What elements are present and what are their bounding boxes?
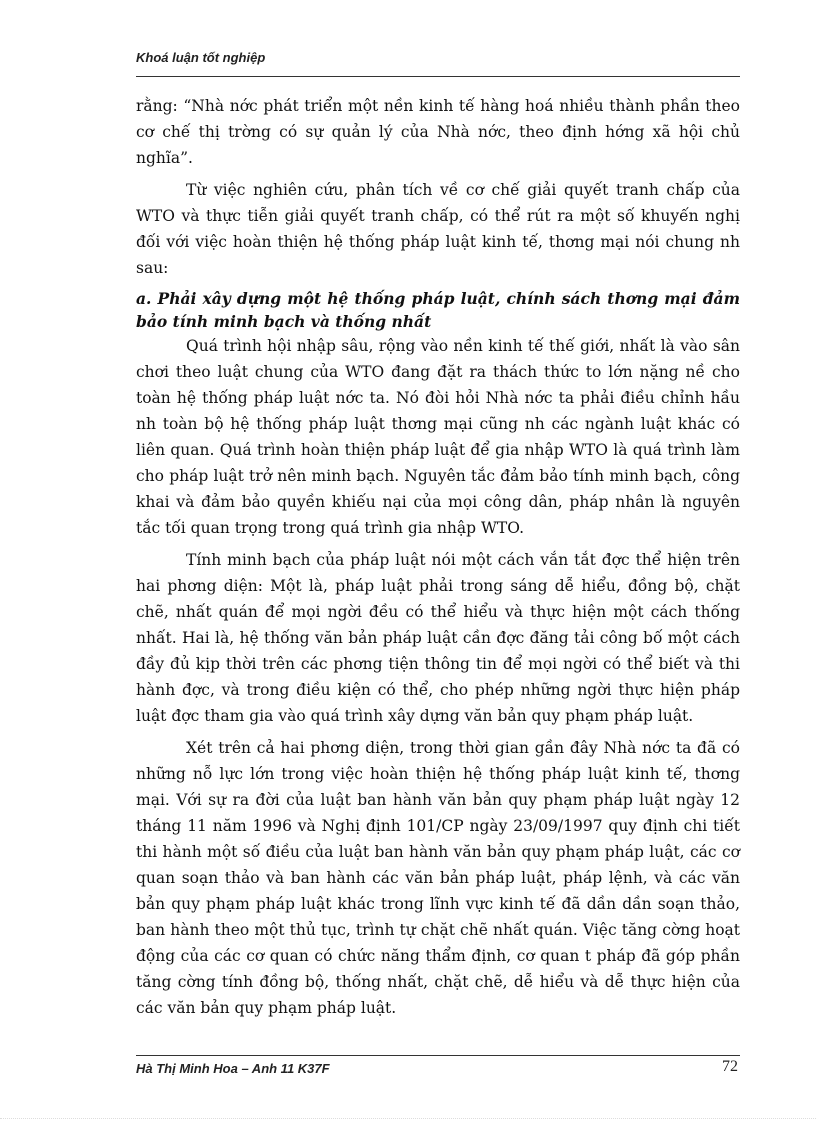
paragraph-4: Tính minh bạch của pháp luật nói một cách vắn tắt đợc thể hiện trên hai phơng diện: Một là, pháp luật phải trong sáng dễ hiểu, đồng bộ, chặt chẽ, nhất quán để mọi ngời đều có thể hiểu và thực hiện một cách thống nhất. Hai là, hệ thống văn bản pháp luật cần đợc đăng tải công bố một cách đầy đủ kịp thời trên các phơng tiện thông tin để mọi ngời có thể biết và thi hành đợc, và trong điều kiện có thể, cho phép những ngời thực hiện pháp luật đợc tham gia vào quá trình xây dựng văn bản quy phạm pháp luật. xyxy=(136,551,740,725)
page-header-title: Khoá luận tốt nghiệp xyxy=(136,50,266,65)
paragraph-1: rằng: “Nhà nớc phát triển một nền kinh tế hàng hoá nhiều thành phần theo cơ chế thị trờng có sự quản lý của Nhà nớc, theo định hớng xã hội chủ nghĩa”. xyxy=(136,97,740,167)
paragraph-2: Từ việc nghiên cứu, phân tích về cơ chế giải quyết tranh chấp của WTO và thực tiễn giải quyết tranh chấp, có thể rút ra một số khuyến nghị đối với việc hoàn thiện hệ thống pháp luật kinh tế, thơng mại nói chung nh sau: xyxy=(136,181,740,277)
page-edge-dotted-line xyxy=(0,1118,816,1119)
footer-author: Hà Thị Minh Hoa – Anh 11 K37F xyxy=(136,1061,330,1076)
section-heading-a: a. Phải xây dựng một hệ thống pháp luật, chính sách thơng mại đảm bảo tính minh bạch và thống nhất xyxy=(136,289,740,331)
page-body xyxy=(136,93,740,1027)
header-divider xyxy=(136,76,740,77)
page-number: 72 xyxy=(722,1058,738,1075)
paragraph-3: Quá trình hội nhập sâu, rộng vào nền kinh tế thế giới, nhất là vào sân chơi theo luật chung của WTO đang đặt ra thách thức to lớn nặng nề cho toàn hệ thống pháp luật nớc ta. Nó đòi hỏi Nhà nớc ta phải điều chỉnh hầu nh toàn bộ hệ thống pháp luật thơng mại cũng nh các ngành luật khác có liên quan. Quá trình hoàn thiện pháp luật để gia nhập WTO là quá trình làm cho pháp luật trở nên minh bạch. Nguyên tắc đảm bảo tính minh bạch, công khai và đảm bảo quyền khiếu nại của mọi công dân, pháp nhân là nguyên tắc tối quan trọng trong quá trình gia nhập WTO. xyxy=(136,337,740,537)
paragraph-5: Xét trên cả hai phơng diện, trong thời gian gần đây Nhà nớc ta đã có những nỗ lực lớn trong việc hoàn thiện hệ thống pháp luật kinh tế, thơng mại. Với sự ra đời của luật ban hành văn bản quy phạm pháp luật ngày 12 tháng 11 năm 1996 và Nghị định 101/CP ngày 23/09/1997 quy định chi tiết thi hành một số điều của luật ban hành văn bản quy phạm pháp luật, các cơ quan soạn thảo và ban hành các văn bản pháp luật, pháp lệnh, và các văn bản quy phạm pháp luật khác trong lĩnh vực kinh tế đã dần dần soạn thảo, ban hành theo một thủ tục, trình tự chặt chẽ nhất quán. Việc tăng cờng hoạt động của các cơ quan có chức năng thẩm định, cơ quan t pháp đã góp phần tăng cờng tính đồng bộ, thống nhất, chặt chẽ, dễ hiểu và dễ thực hiện của các văn bản quy phạm pháp luật. xyxy=(136,739,740,1017)
footer-divider xyxy=(136,1055,740,1056)
